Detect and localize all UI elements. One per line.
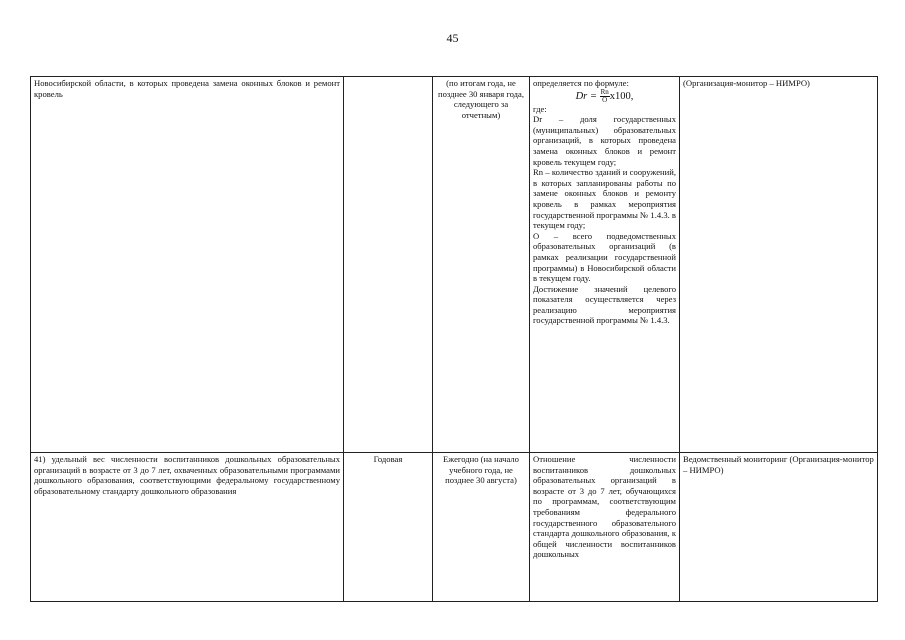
method-intro: определяется по формуле: xyxy=(533,78,629,88)
source-cell: (Организация-монитор – НИМРО) xyxy=(680,77,878,453)
method-cell xyxy=(530,77,680,453)
table-row xyxy=(31,453,878,602)
method-cell: Отношение численности воспитанников дошкольных образовательных организаций в возрасте от 3 до 7 лет, обучающихся по программам, соответствующим требованиям федерального государственного образовательного стандарта дошкольного образования, к общей численности воспитанников дошкольных xyxy=(530,453,680,602)
formula-denominator: O xyxy=(602,95,608,104)
method-where: где: xyxy=(533,103,547,114)
formula xyxy=(533,89,676,104)
formula-numerator: Rn xyxy=(600,87,609,96)
definition-dr: Dr – доля государственных (муниципальных) образовательных организаций, в которых проведена замена оконных блоков и ремонт кровель текущем году; xyxy=(533,114,676,167)
table-row xyxy=(31,77,878,453)
indicator-cell: 41) удельный вес численности воспитанников дошкольных образовательных организаций в возрасте от 3 до 7 лет, охваченных образовательными программами дошкольного образования, соответствующими федеральному государственному образовательному стандарту дошкольного образования xyxy=(31,453,344,602)
source-cell: Ведомственный мониторинг (Организация-монитор – НИМРО) xyxy=(680,453,878,602)
definition-rn: Rn – количество зданий и сооружений, в которых запланированы работы по замене оконных блоков и ремонту кровель в рамках мероприятия государственной программы № 1.4.3. в текущем году; xyxy=(533,167,676,231)
achievement-note: Достижение значений целевого показателя осуществляется через реализацию мероприятия государственной программы № 1.4.3. xyxy=(533,283,676,326)
indicators-table xyxy=(30,76,878,602)
indicator-cell: Новосибирской области, в которых проведена замена оконных блоков и ремонт кровель xyxy=(31,77,344,453)
definition-o: O – всего подведомственных образовательных организаций (в рамках реализации государственной программы) в Новосибирской области в текущем году. xyxy=(533,230,676,284)
deadline-cell: Ежегодно (на начало учебного года, не позднее 30 августа) xyxy=(433,453,530,602)
formula-fraction xyxy=(600,89,610,104)
periodicity-cell: Годовая xyxy=(344,453,433,602)
page-number: 45 xyxy=(446,31,459,45)
deadline-cell: (по итогам года, не позднее 30 января года, следующего за отчетным) xyxy=(433,77,530,453)
periodicity-cell xyxy=(344,77,433,453)
formula-lhs: Dr = xyxy=(575,90,597,102)
formula-rhs: x100, xyxy=(609,90,634,102)
